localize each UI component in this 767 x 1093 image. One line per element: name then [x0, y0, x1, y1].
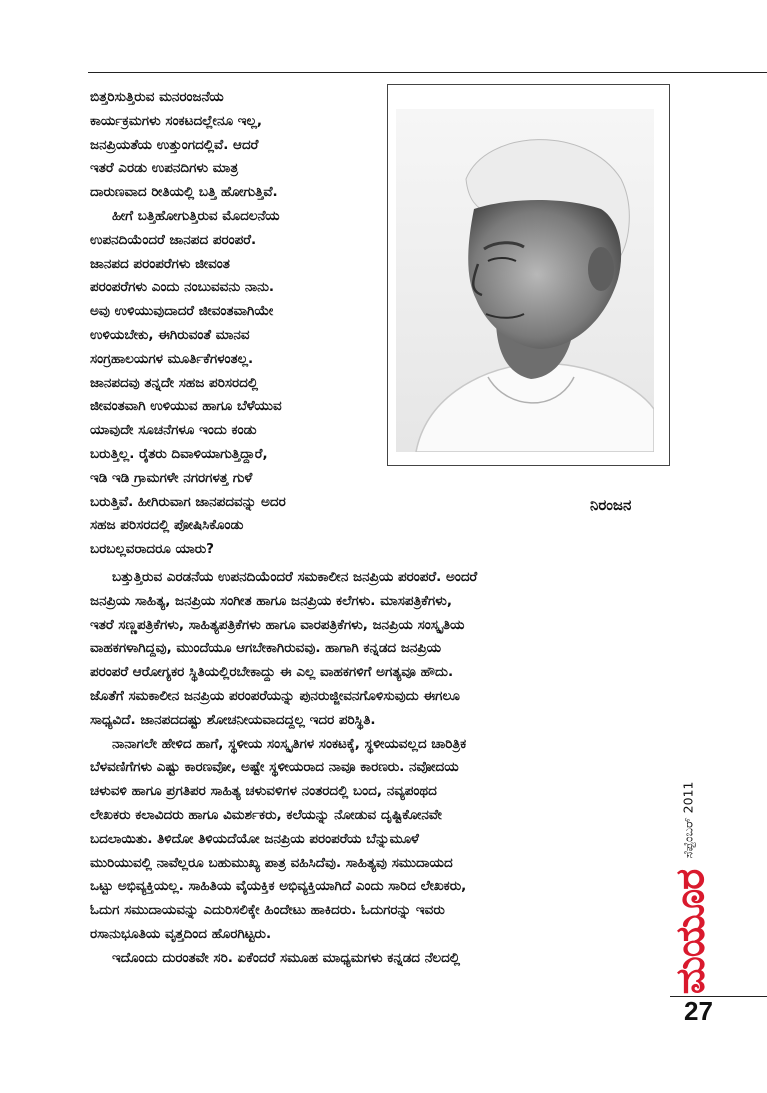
issue-date	[668, 770, 708, 870]
text-line: ಉಳಿಯಬೇಕು, ಈಗಿರುವಂತೆ ಮಾನವ	[90, 326, 250, 343]
text-line: ಇತರೆ ಎರಡು ಉಪನದಿಗಳು ಮಾತ್ರ	[90, 160, 239, 177]
text-line: ಜೀವಂತವಾಗಿ ಉಳಿಯುವ ಹಾಗೂ ಬೆಳೆಯುವ	[90, 398, 282, 415]
text-line: ಜಾನಪದವು ತನ್ನದೇ ಸಹಜ ಪರಿಸರದಲ್ಲಿ	[90, 374, 259, 391]
text-line: ಬರುತ್ತಿವೆ. ಹೀಗಿರುವಾಗ ಜಾನಪದವನ್ನು ಅದರ	[90, 493, 286, 510]
text-line: ಬರಬಲ್ಲವರಾದರೂ ಯಾರು?	[90, 541, 215, 558]
text-line: ಮುರಿಯುವಲ್ಲಿ ನಾವೆಲ್ಲರೂ ಬಹುಮುಖ್ಯ ಪಾತ್ರ ವಹಿಸಿದೆವು. ಸಾಹಿತ್ಯವು ಸಮುದಾಯದ	[90, 854, 453, 871]
portrait-illustration	[396, 109, 654, 452]
text-line: ಸಹಜ ಪರಿಸರದಲ್ಲಿ ಪೋಷಿಸಿಕೊಂಡು	[90, 517, 244, 534]
text-line: ಪರಂಪರೆಗಳು ಎಂದು ನಂಬುವವನು ನಾನು.	[90, 279, 275, 296]
text-line: ಒಟ್ಟು ಅಭಿವ್ಯಕ್ತಿಯಲ್ಲ. ಸಾಹಿತಿಯ ವೈಯಕ್ತಿಕ ಅಭಿವ್ಯಕ್ತಿಯಾಗಿದೆ ಎಂದು ಸಾರಿದ ಲೇಖಕರು,	[90, 878, 467, 895]
portrait-photo	[396, 109, 654, 452]
text-line: ದಾರುಣವಾದ ರೀತಿಯಲ್ಲಿ ಬತ್ತಿ ಹೋಗುತ್ತಿವೆ.	[90, 184, 278, 201]
article-column-text	[90, 86, 358, 562]
text-line: ಬಿತ್ತರಿಸುತ್ತಿರುವ ಮನರಂಜನೆಯ	[90, 89, 224, 105]
text-line: ವಾಹಕಗಳಾಗಿದ್ದವು, ಮುಂದೆಯೂ ಆಗಬೇಕಾಗಿರುವವು. ಹಾಗಾಗಿ ಕನ್ನಡದ ಜನಪ್ರಿಯ	[90, 640, 442, 657]
text-line: ಜನಪ್ರಿಯತೆಯ ಉತ್ತುಂಗದಲ್ಲಿವೆ. ಆದರೆ	[90, 136, 259, 153]
paragraph-start-line: ನಾನಾಗಲೇ ಹೇಳಿದ ಹಾಗೆ, ಸ್ಥಳೀಯ ಸಂಸ್ಕೃತಿಗಳ ಸಂಕಟಕ್ಕೆ, ಸ್ಥಳೀಯವಲ್ಲದ ಚಾರಿತ್ರಿಕ	[112, 735, 467, 752]
text-line: ಜೊತೆಗೆ ಸಮಕಾಲೀನ ಜನಪ್ರಿಯ ಪರಂಪರೆಯನ್ನು ಪುನರುಜ್ಜೀವನಗೊಳಿಸುವುದು ಈಗಲೂ	[90, 687, 460, 704]
text-line: ಸಾಧ್ಯವಿದೆ. ಜಾನಪದದಷ್ಟು ಶೋಚನೀಯವಾದದ್ದಲ್ಲ ಇದರ ಪರಿಸ್ಥಿತಿ.	[90, 711, 376, 728]
paragraph-start-line: ಹೀಗೆ ಬತ್ತಿಹೋಗುತ್ತಿರುವ ಮೊದಲನೆಯ	[112, 207, 280, 224]
text-line: ಪರಂಪರೆ ಆರೋಗ್ಯಕರ ಸ್ಥಿತಿಯಲ್ಲಿರಬೇಕಾದ್ದು ಈ ಎಲ್ಲ ವಾಹಕಗಳಿಗೆ ಅಗತ್ಯವೂ ಹೌದು.	[90, 664, 454, 681]
top-rule	[88, 72, 767, 73]
text-line: ಬದಲಾಯಿತು. ತಿಳಿದೋ ತಿಳಿಯದೆಯೋ ಜನಪ್ರಿಯ ಪರಂಪರೆಯ ಬೆನ್ನುಮೂಳೆ	[90, 830, 419, 847]
text-line: ಅವು ಉಳಿಯುವುದಾದರೆ ಜೀವಂತವಾಗಿಯೇ	[90, 303, 274, 320]
text-line: ಕಾರ್ಯಕ್ರಮಗಳು ಸಂಕಟದಲ್ಲೇನೂ ಇಲ್ಲ,	[90, 112, 263, 129]
text-line: ಇತರೆ ಸಣ್ಣಪತ್ರಿಕೆಗಳು, ಸಾಹಿತ್ಯಪತ್ರಿಕೆಗಳು ಹಾಗೂ ವಾರಪತ್ರಿಕೆಗಳು, ಜನಪ್ರಿಯ ಸಂಸ್ಕೃತಿಯ	[90, 616, 465, 633]
text-line: ಜನಪ್ರಿಯ ಸಾಹಿತ್ಯ, ಜನಪ್ರಿಯ ಸಂಗೀತ ಹಾಗೂ ಜನಪ್ರಿಯ ಕಲೆಗಳು. ಮಾಸಪತ್ರಿಕೆಗಳು,	[90, 592, 452, 609]
article-full-width-text	[90, 566, 620, 971]
magazine-logo-text: ಮಯೂರ	[667, 869, 713, 995]
text-line: ಸಂಗ್ರಹಾಲಯಗಳ ಮೂರ್ತಿಕೆಗಳಂತಲ್ಲ.	[90, 350, 254, 367]
text-line: ಇಡಿ ಇಡಿ ಗ್ರಾಮಗಳೇ ನಗರಗಳತ್ತ ಗುಳೆ	[90, 469, 253, 486]
text-line: ಲೇಖಕರು ಕಲಾವಿದರು ಹಾಗೂ ವಿಮರ್ಶಕರು, ಕಲೆಯನ್ನು ನೋಡುವ ದೃಷ್ಟಿಕೋನವೇ	[90, 806, 442, 823]
text-line: ಬೆಳವಣಿಗೆಗಳು ಎಷ್ಟು ಕಾರಣವೋ, ಅಷ್ಟೇ ಸ್ಥಳೀಯರಾದ ನಾವೂ ಕಾರಣರು. ನವೋದಯ	[90, 759, 459, 776]
text-line: ರಸಾನುಭೂತಿಯ ವೃತ್ತದಿಂದ ಹೊರಗಿಟ್ಟರು.	[90, 925, 272, 942]
text-line: ಚಳುವಳಿ ಹಾಗೂ ಪ್ರಗತಿಪರ ಸಾಹಿತ್ಯ ಚಳುವಳಿಗಳ ನಂತರದಲ್ಲಿ ಬಂದ, ನವ್ಯಪಂಥದ	[90, 783, 437, 800]
page-number: 27	[684, 996, 713, 1026]
text-line: ಉಪನದಿಯೆಂದರೆ ಜಾನಪದ ಪರಂಪರೆ.	[90, 231, 257, 248]
photo-caption: ನಿರಂಜನ	[590, 496, 632, 514]
text-line: ಜಾನಪದ ಪರಂಪರೆಗಳು ಜೀವಂತ	[90, 255, 230, 272]
text-line: ಓದುಗ ಸಮುದಾಯವನ್ನು ಎದುರಿಸಲಿಕ್ಕೇ ಹಿಂದೇಟು ಹಾಕಿದರು. ಓದುಗರನ್ನು ಇವರು	[90, 902, 445, 919]
text-line: ಬರುತ್ತಿಲ್ಲ. ರೈತರು ದಿವಾಳಿಯಾಗುತ್ತಿದ್ದಾರೆ,	[90, 445, 268, 462]
paragraph-start-line: ಇದೊಂದು ದುರಂತವೇ ಸರಿ. ಏಕೆಂದರೆ ಸಮೂಹ ಮಾಧ್ಯಮಗಳು ಕನ್ನಡದ ನೆಲದಲ್ಲಿ	[112, 949, 461, 966]
paragraph-start-line: ಬತ್ತುತ್ತಿರುವ ಎರಡನೆಯ ಉಪನದಿಯೆಂದರೆ ಸಮಕಾಲೀನ ಜನಪ್ರಿಯ ಪರಂಪರೆ. ಅಂದರೆ	[112, 569, 478, 585]
issue-date-text: ಸೆಪ್ಟೆಂಬರ್ 2011	[680, 781, 695, 859]
magazine-logo	[666, 869, 714, 995]
photo-frame	[387, 84, 670, 466]
text-line: ಯಾವುದೇ ಸೂಚನೆಗಳೂ ಇಂದು ಕಂಡು	[90, 422, 257, 439]
